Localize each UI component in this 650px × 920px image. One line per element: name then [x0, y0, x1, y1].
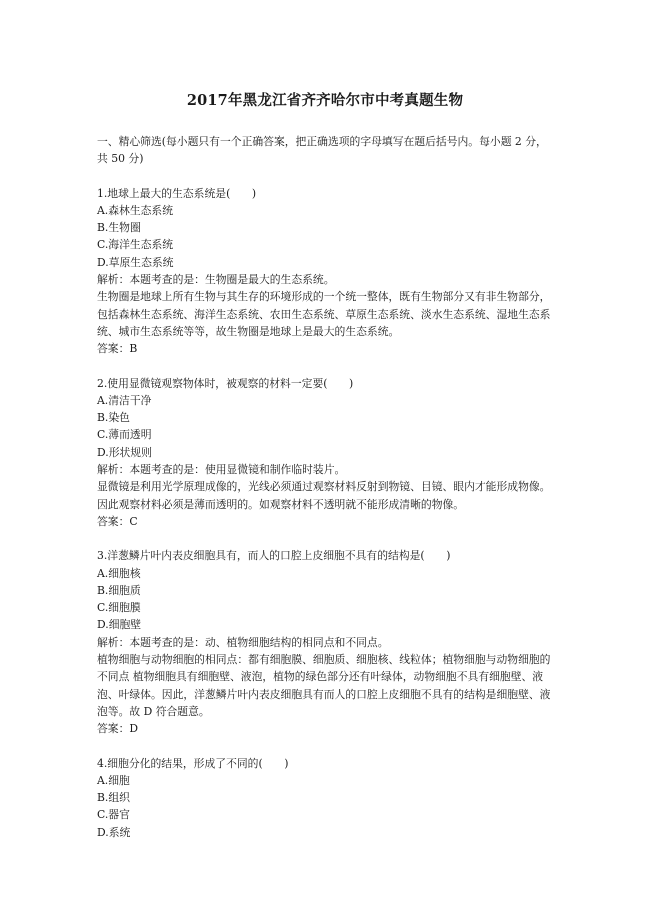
answer: 答案：C	[97, 514, 138, 528]
document-body	[97, 133, 557, 841]
option-c: C.海洋生态系统	[97, 238, 174, 252]
analysis-body: 植物细胞与动物细胞的相同点：都有细胞膜、细胞质、细胞核、线粒体；植物细胞与动物细胞的不同点 植物细胞具有细胞壁、液泡，植物的绿色部分还有叶绿体，动物细胞不具有细胞壁、液泡、叶绿体。因此，洋葱鳞片叶内表皮细胞具有而人的口腔上皮细胞不具有的结构是细胞壁、液泡等。故 D 符合题意。	[97, 653, 551, 718]
analysis-intro: 解析：本题考查的是：使用显微镜和制作临时装片。	[97, 463, 346, 477]
answer: 答案：D	[97, 722, 139, 736]
question-4	[97, 755, 557, 841]
question-stem: 3.洋葱鳞片叶内表皮细胞具有，而人的口腔上皮细胞不具有的结构是( )	[97, 549, 451, 563]
option-b: B.生物圈	[97, 221, 141, 235]
option-a: A.森林生态系统	[97, 203, 174, 217]
option-d: D.细胞壁	[97, 618, 142, 632]
question-1	[97, 185, 557, 358]
document-title: 2017年黑龙江省齐齐哈尔市中考真题生物	[186, 92, 464, 109]
option-a: A.细胞核	[97, 566, 141, 580]
option-b: B.染色	[97, 411, 130, 425]
analysis-intro: 解析：本题考查的是：生物圈是最大的生态系统。	[97, 273, 335, 287]
section-heading: 一、精心筛选(每小题只有一个正确答案，把正确选项的字母填写在题后括号内。每小题 2 分，共 50 分)	[97, 135, 547, 166]
analysis-intro: 解析：本题考查的是：动、植物细胞结构的相同点和不同点。	[97, 635, 389, 649]
question-stem: 1.地球上最大的生态系统是( )	[97, 186, 257, 200]
option-d: D.系统	[97, 825, 131, 839]
answer: 答案：B	[97, 342, 138, 356]
option-a: A.细胞	[97, 773, 130, 787]
question-3	[97, 547, 557, 737]
option-a: A.清洁干净	[97, 393, 152, 407]
analysis-body: 生物圈是地球上所有生物与其生存的环境形成的一个统一整体，既有生物部分又有非生物部分，包括森林生态系统、海洋生态系统、农田生态系统、草原生态系统、淡水生态系统、湿地生态系统、城市生态系统等等，故生物圈是地球上是最大的生态系统。	[97, 290, 551, 338]
question-stem: 4.细胞分化的结果，形成了不同的( )	[97, 756, 289, 770]
option-c: C.器官	[97, 808, 130, 822]
option-d: D.形状规则	[97, 445, 152, 459]
option-c: C.薄而透明	[97, 428, 152, 442]
option-b: B.细胞质	[97, 583, 141, 597]
option-c: C.细胞膜	[97, 601, 141, 615]
option-d: D.草原生态系统	[97, 255, 174, 269]
option-b: B.组织	[97, 791, 130, 805]
question-stem: 2.使用显微镜观察物体时，被观察的材料一定要( )	[97, 376, 354, 390]
question-2	[97, 375, 557, 531]
analysis-body: 显微镜是利用光学原理成像的，光线必须通过观察材料反射到物镜、目镜、眼内才能形成物像。因此观察材料必须是薄而透明的。如观察材料不透明就不能形成清晰的物像。	[97, 480, 551, 511]
